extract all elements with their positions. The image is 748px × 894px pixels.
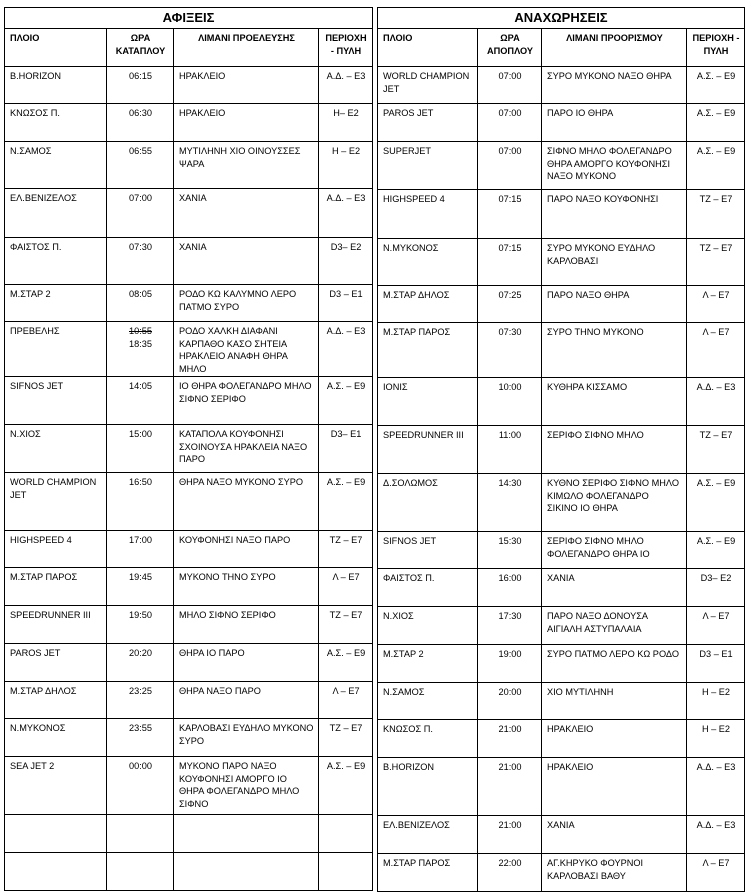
arrivals-cell-ship: PAROS JET — [5, 644, 107, 682]
arrivals-cell-ship: Μ.ΣΤΑΡ ΔΗΛΟΣ — [5, 682, 107, 719]
departures-cell-time: 17:30 — [478, 607, 542, 645]
arrivals-header-time: ΩΡΑ ΚΑΤΑΠΛΟΥ — [107, 29, 174, 67]
departures-cell-time: 07:00 — [478, 104, 542, 142]
departures-cell-port: ΧΑΝΙΑ — [542, 569, 687, 607]
arrivals-cell-ship: ΦΑΙΣΤΟΣ Π. — [5, 238, 107, 285]
departures-cell-ship: Ν.ΣΑΜΟΣ — [378, 683, 478, 720]
departures-cell-time: 10:00 — [478, 378, 542, 426]
arrivals-cell-area — [319, 815, 373, 853]
departures-cell-ship: ΕΛ.ΒΕΝΙΖΕΛΟΣ — [378, 816, 478, 854]
arrivals-cell-area: Α.Σ. – Ε9 — [319, 644, 373, 682]
arrivals-cell-area: Α.Σ. – Ε9 — [319, 377, 373, 425]
departures-row — [378, 104, 745, 142]
departures-cell-port: ΑΓ.ΚΗΡΥΚΟ ΦΟΥΡΝΟΙ ΚΑΡΛΟΒΑΣΙ ΒΑΘΥ — [542, 854, 687, 892]
arrivals-cell-area: Α.Δ. – Ε3 — [319, 189, 373, 238]
departures-cell-time: 07:25 — [478, 286, 542, 323]
arrivals-row — [5, 285, 373, 322]
arrivals-cell-area: Λ – Ε7 — [319, 568, 373, 606]
departures-cell-ship: Μ.ΣΤΑΡ ΠΑΡΟΣ — [378, 854, 478, 892]
arrivals-cell-time — [107, 322, 174, 377]
departures-cell-time: 07:15 — [478, 239, 542, 286]
arrivals-row — [5, 815, 373, 853]
departures-cell-time: 07:00 — [478, 142, 542, 190]
departures-cell-time: 07:00 — [478, 67, 542, 104]
departures-cell-area: Α.Σ. – Ε9 — [687, 67, 745, 104]
departures-cell-port: ΣΥΡΟ ΠΑΤΜΟ ΛΕΡΟ ΚΩ ΡΟΔΟ — [542, 645, 687, 683]
arrivals-cell-time: 23:25 — [107, 682, 174, 719]
departures-row — [378, 720, 745, 758]
departures-cell-time: 07:30 — [478, 323, 542, 378]
departures-cell-port: ΗΡΑΚΛΕΙΟ — [542, 758, 687, 816]
arrivals-cell-area: ΤΖ – Ε7 — [319, 719, 373, 757]
arrivals-cell-ship: SPEEDRUNNER III — [5, 606, 107, 644]
arrivals-cell-ship: B.HORIZON — [5, 67, 107, 104]
arrivals-cell-time: 08:05 — [107, 285, 174, 322]
departures-header-ship: ΠΛΟΙΟ — [378, 29, 478, 67]
arrivals-cell-ship: ΠΡΕΒΕΛΗΣ — [5, 322, 107, 377]
departures-cell-ship: Δ.ΣΟΛΩΜΟΣ — [378, 474, 478, 532]
arrivals-cell-ship: Ν.ΜΥΚΟΝΟΣ — [5, 719, 107, 757]
departures-cell-area: ΤΖ – Ε7 — [687, 190, 745, 239]
departures-cell-area: Α.Σ. – Ε9 — [687, 104, 745, 142]
arrivals-cell-port: ΚΑΤΑΠΟΛΑ ΚΟΥΦΟΝΗΣΙ ΣΧΟΙΝΟΥΣΑ ΗΡΑΚΛΕΙΑ ΝΑΞΟ ΠΑΡΟ — [174, 425, 319, 473]
arrivals-cell-time: 06:55 — [107, 142, 174, 189]
departures-cell-ship: Ν.ΧΙΟΣ — [378, 607, 478, 645]
arrivals-cell-port: ΚΟΥΦΟΝΗΣΙ ΝΑΞΟ ΠΑΡΟ — [174, 531, 319, 568]
arrivals-cell-area: D3– Ε1 — [319, 425, 373, 473]
departures-cell-time: 22:00 — [478, 854, 542, 892]
departures-row — [378, 378, 745, 426]
arrivals-row — [5, 568, 373, 606]
departures-header-port: ΛΙΜΑΝΙ ΠΡΟΟΡΙΣΜΟΥ — [542, 29, 687, 67]
departures-cell-area: Λ – Ε7 — [687, 854, 745, 892]
departures-cell-ship: Μ.ΣΤΑΡ 2 — [378, 645, 478, 683]
arrivals-row — [5, 606, 373, 644]
departures-cell-area: Α.Δ. – Ε3 — [687, 816, 745, 854]
arrivals-row — [5, 104, 373, 142]
arrivals-row — [5, 67, 373, 104]
departures-cell-time: 21:00 — [478, 720, 542, 758]
arrivals-row — [5, 682, 373, 719]
departures-cell-ship: B.HORIZON — [378, 758, 478, 816]
arrivals-row — [5, 189, 373, 238]
departures-row — [378, 758, 745, 816]
departures-cell-area: D3– Ε2 — [687, 569, 745, 607]
arrivals-cell-port: ΧΑΝΙΑ — [174, 189, 319, 238]
departures-cell-time: 21:00 — [478, 758, 542, 816]
arrivals-cell-area: ΤΖ – Ε7 — [319, 531, 373, 568]
arrivals-cell-area: D3– Ε2 — [319, 238, 373, 285]
departures-row — [378, 190, 745, 239]
arrivals-row — [5, 473, 373, 531]
departures-row — [378, 142, 745, 190]
departures-cell-port: ΣΥΡΟ ΤΗΝΟ ΜΥΚΟΝΟ — [542, 323, 687, 378]
departures-cell-area: Α.Σ. – Ε9 — [687, 142, 745, 190]
departures-row — [378, 426, 745, 474]
departures-cell-area: Λ – Ε7 — [687, 323, 745, 378]
arrivals-row — [5, 377, 373, 425]
arrivals-cell-area: Α.Σ. – Ε9 — [319, 757, 373, 815]
departures-cell-ship: SIFNOS JET — [378, 532, 478, 569]
arrivals-cell-ship: Μ.ΣΤΑΡ 2 — [5, 285, 107, 322]
arrivals-cell-time: 19:50 — [107, 606, 174, 644]
arrivals-cell-time — [107, 815, 174, 853]
departures-table — [377, 7, 745, 892]
departures-cell-area: Α.Σ. – Ε9 — [687, 532, 745, 569]
arrivals-cell-ship — [5, 815, 107, 853]
arrivals-row — [5, 142, 373, 189]
arrivals-cell-port: ΗΡΑΚΛΕΙΟ — [174, 67, 319, 104]
arrivals-header-area: ΠΕΡΙΟΧΗ - ΠΥΛΗ — [319, 29, 373, 67]
departures-cell-port: ΣΥΡΟ ΜΥΚΟΝΟ ΕΥΔΗΛΟ ΚΑΡΛΟΒΑΣΙ — [542, 239, 687, 286]
departures-cell-ship: Ν.ΜΥΚΟΝΟΣ — [378, 239, 478, 286]
departures-cell-area: D3 – Ε1 — [687, 645, 745, 683]
arrivals-cell-time: 06:30 — [107, 104, 174, 142]
departures-cell-port: ΧΙΟ ΜΥΤΙΛΗΝΗ — [542, 683, 687, 720]
arrivals-cell-port: ΙΟ ΘΗΡΑ ΦΟΛΕΓΑΝΔΡΟ ΜΗΛΟ ΣΙΦΝΟ ΣΕΡΙΦΟ — [174, 377, 319, 425]
arrivals-row — [5, 719, 373, 757]
arrivals-cell-port: ΗΡΑΚΛΕΙΟ — [174, 104, 319, 142]
departures-cell-port: ΗΡΑΚΛΕΙΟ — [542, 720, 687, 758]
arrivals-cell-port: ΜΥΤΙΛΗΝΗ ΧΙΟ ΟΙΝΟΥΣΣΕΣ ΨΑΡΑ — [174, 142, 319, 189]
departures-cell-ship: SPEEDRUNNER III — [378, 426, 478, 474]
arrivals-cell-ship: SEA JET 2 — [5, 757, 107, 815]
arrivals-cell-area: Η– Ε2 — [319, 104, 373, 142]
arrivals-row — [5, 853, 373, 891]
departures-cell-ship: HIGHSPEED 4 — [378, 190, 478, 239]
departures-cell-port: ΠΑΡΟ ΝΑΞΟ ΘΗΡΑ — [542, 286, 687, 323]
departures-cell-port: ΠΑΡΟ ΙΟ ΘΗΡΑ — [542, 104, 687, 142]
arrivals-cell-port: ΘΗΡΑ ΝΑΞΟ ΠΑΡΟ — [174, 682, 319, 719]
arrivals-cell-area: Λ – Ε7 — [319, 682, 373, 719]
departures-cell-time: 11:00 — [478, 426, 542, 474]
arrivals-cell-port: ΡΟΔΟ ΧΑΛΚΗ ΔΙΑΦΑΝΙ ΚΑΡΠΑΘΟ ΚΑΣΟ ΣΗΤΕΙΑ ΗΡΑΚΛΕΙΟ ΑΝΑΦΗ ΘΗΡΑ ΜΗΛΟ — [174, 322, 319, 377]
arrivals-cell-port: ΘΗΡΑ ΙΟ ΠΑΡΟ — [174, 644, 319, 682]
departures-cell-time: 16:00 — [478, 569, 542, 607]
arrivals-new-time: 18:35 — [129, 338, 152, 349]
arrivals-cell-ship: Ν.ΣΑΜΟΣ — [5, 142, 107, 189]
departures-row — [378, 816, 745, 854]
arrivals-row — [5, 531, 373, 568]
departures-row — [378, 854, 745, 892]
departures-row — [378, 683, 745, 720]
departures-cell-time: 20:00 — [478, 683, 542, 720]
departures-row — [378, 286, 745, 323]
departures-cell-ship: Μ.ΣΤΑΡ ΠΑΡΟΣ — [378, 323, 478, 378]
departures-cell-time: 14:30 — [478, 474, 542, 532]
arrivals-cell-area: Α.Δ. – Ε3 — [319, 322, 373, 377]
arrivals-cell-port: ΘΗΡΑ ΝΑΞΟ ΜΥΚΟΝΟ ΣΥΡΟ — [174, 473, 319, 531]
departures-cell-time: 19:00 — [478, 645, 542, 683]
arrivals-cell-time: 07:30 — [107, 238, 174, 285]
departures-cell-ship: SUPERJET — [378, 142, 478, 190]
departures-row — [378, 239, 745, 286]
departures-cell-ship: ΚΝΩΣΟΣ Π. — [378, 720, 478, 758]
departures-cell-ship: Μ.ΣΤΑΡ ΔΗΛΟΣ — [378, 286, 478, 323]
departures-cell-port: ΠΑΡΟ ΝΑΞΟ ΔΟΝΟΥΣΑ ΑΙΓΙΑΛΗ ΑΣΤΥΠΑΛΑΙΑ — [542, 607, 687, 645]
arrivals-cell-time: 16:50 — [107, 473, 174, 531]
arrivals-row — [5, 322, 373, 377]
departures-cell-port: ΚΥΘΝΟ ΣΕΡΙΦΟ ΣΙΦΝΟ ΜΗΛΟ ΚΙΜΩΛΟ ΦΟΛΕΓΑΝΔΡΟ ΣΙΚΙΝΟ ΙΟ ΘΗΡΑ — [542, 474, 687, 532]
departures-row — [378, 532, 745, 569]
arrivals-cell-area: D3 – Ε1 — [319, 285, 373, 322]
departures-cell-ship: ΙΟΝΙΣ — [378, 378, 478, 426]
arrivals-row — [5, 238, 373, 285]
arrivals-row — [5, 425, 373, 473]
arrivals-cell-port: ΧΑΝΙΑ — [174, 238, 319, 285]
arrivals-cell-area: ΤΖ – Ε7 — [319, 606, 373, 644]
arrivals-cell-port: ΡΟΔΟ ΚΩ ΚΑΛΥΜΝΟ ΛΕΡΟ ΠΑΤΜΟ ΣΥΡΟ — [174, 285, 319, 322]
arrivals-cell-ship — [5, 853, 107, 891]
departures-cell-port: ΠΑΡΟ ΝΑΞΟ ΚΟΥΦΟΝΗΣΙ — [542, 190, 687, 239]
arrivals-cell-port — [174, 853, 319, 891]
departures-header-area: ΠΕΡΙΟΧΗ - ΠΥΛΗ — [687, 29, 745, 67]
departures-title: ΑΝΑΧΩΡΗΣΕΙΣ — [378, 8, 745, 29]
arrivals-cell-port: ΜΥΚΟΝΟ ΤΗΝΟ ΣΥΡΟ — [174, 568, 319, 606]
departures-cell-port: ΣΥΡΟ ΜΥΚΟΝΟ ΝΑΞΟ ΘΗΡΑ — [542, 67, 687, 104]
departures-cell-port: ΣΕΡΙΦΟ ΣΙΦΝΟ ΜΗΛΟ — [542, 426, 687, 474]
arrivals-cell-ship: Μ.ΣΤΑΡ ΠΑΡΟΣ — [5, 568, 107, 606]
arrivals-cell-time: 20:20 — [107, 644, 174, 682]
arrivals-cell-port: ΜΗΛΟ ΣΙΦΝΟ ΣΕΡΙΦΟ — [174, 606, 319, 644]
departures-cell-time: 21:00 — [478, 816, 542, 854]
arrivals-cell-area — [319, 853, 373, 891]
arrivals-header-port: ΛΙΜΑΝΙ ΠΡΟΕΛΕΥΣΗΣ — [174, 29, 319, 67]
arrivals-cell-time: 17:00 — [107, 531, 174, 568]
departures-cell-port: ΧΑΝΙΑ — [542, 816, 687, 854]
departures-row — [378, 67, 745, 104]
departures-cell-port: ΣΕΡΙΦΟ ΣΙΦΝΟ ΜΗΛΟ ΦΟΛΕΓΑΝΔΡΟ ΘΗΡΑ ΙΟ — [542, 532, 687, 569]
arrivals-cell-time: 06:15 — [107, 67, 174, 104]
arrivals-cell-time: 00:00 — [107, 757, 174, 815]
departures-cell-area: ΤΖ – Ε7 — [687, 426, 745, 474]
arrivals-cancelled-time: 10:55 — [129, 326, 152, 336]
arrivals-cell-ship: Ν.ΧΙΟΣ — [5, 425, 107, 473]
arrivals-title: ΑΦΙΞΕΙΣ — [5, 8, 373, 29]
departures-cell-area: Η – Ε2 — [687, 720, 745, 758]
departures-cell-port: ΣΙΦΝΟ ΜΗΛΟ ΦΟΛΕΓΑΝΔΡΟ ΘΗΡΑ ΑΜΟΡΓΟ ΚΟΥΦΟΝΗΣΙ ΝΑΞΟ ΜΥΚΟΝΟ — [542, 142, 687, 190]
arrivals-cell-port — [174, 815, 319, 853]
departures-row — [378, 323, 745, 378]
arrivals-header-ship: ΠΛΟΙΟ — [5, 29, 107, 67]
departures-cell-port: ΚΥΘΗΡΑ ΚΙΣΣΑΜΟ — [542, 378, 687, 426]
arrivals-row — [5, 757, 373, 815]
departures-cell-ship: PAROS JET — [378, 104, 478, 142]
departures-row — [378, 569, 745, 607]
departures-cell-area: Η – Ε2 — [687, 683, 745, 720]
departures-cell-ship: WORLD CHAMPION JET — [378, 67, 478, 104]
arrivals-table — [4, 7, 373, 891]
arrivals-cell-time: 15:00 — [107, 425, 174, 473]
arrivals-cell-ship: HIGHSPEED 4 — [5, 531, 107, 568]
departures-row — [378, 645, 745, 683]
arrivals-cell-time: 19:45 — [107, 568, 174, 606]
departures-cell-time: 15:30 — [478, 532, 542, 569]
arrivals-cell-time — [107, 853, 174, 891]
arrivals-cell-port: ΜΥΚΟΝΟ ΠΑΡΟ ΝΑΞΟ ΚΟΥΦΟΝΗΣΙ ΑΜΟΡΓΟ ΙΟ ΘΗΡΑ ΦΟΛΕΓΑΝΔΡΟ ΜΗΛΟ ΣΙΦΝΟ — [174, 757, 319, 815]
departures-cell-time: 07:15 — [478, 190, 542, 239]
arrivals-cell-port: ΚΑΡΛΟΒΑΣΙ ΕΥΔΗΛΟ ΜΥΚΟΝΟ ΣΥΡΟ — [174, 719, 319, 757]
arrivals-cell-area: Α.Σ. – Ε9 — [319, 473, 373, 531]
departures-cell-area: Α.Σ. – Ε9 — [687, 474, 745, 532]
arrivals-cell-ship: ΕΛ.ΒΕΝΙΖΕΛΟΣ — [5, 189, 107, 238]
departures-row — [378, 474, 745, 532]
arrivals-cell-time: 14:05 — [107, 377, 174, 425]
arrivals-row — [5, 644, 373, 682]
arrivals-cell-time: 07:00 — [107, 189, 174, 238]
departures-row — [378, 607, 745, 645]
departures-header-time: ΩΡΑ ΑΠΟΠΛΟΥ — [478, 29, 542, 67]
departures-cell-ship: ΦΑΙΣΤΟΣ Π. — [378, 569, 478, 607]
arrivals-cell-time: 23:55 — [107, 719, 174, 757]
departures-cell-area: Λ – Ε7 — [687, 286, 745, 323]
departures-cell-area: Α.Δ. – Ε3 — [687, 758, 745, 816]
departures-cell-area: ΤΖ – Ε7 — [687, 239, 745, 286]
arrivals-cell-ship: SIFNOS JET — [5, 377, 107, 425]
arrivals-cell-area: Η – Ε2 — [319, 142, 373, 189]
departures-cell-area: Λ – Ε7 — [687, 607, 745, 645]
arrivals-cell-ship: WORLD CHAMPION JET — [5, 473, 107, 531]
arrivals-cell-area: Α.Δ. – Ε3 — [319, 67, 373, 104]
departures-cell-area: Α.Δ. – Ε3 — [687, 378, 745, 426]
arrivals-cell-ship: ΚΝΩΣΟΣ Π. — [5, 104, 107, 142]
